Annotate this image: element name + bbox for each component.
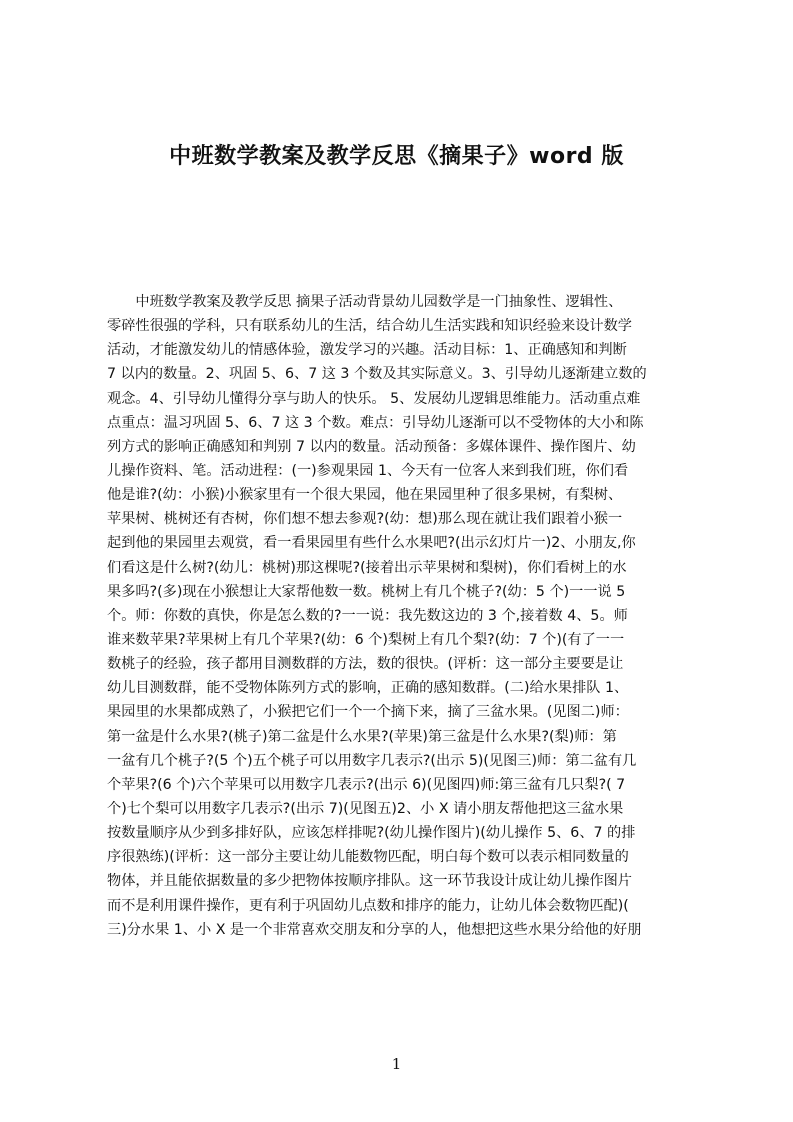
body-line: 他是谁?(幼：小猴)小猴家里有一个很大果园，他在果园里种了很多果树，有梨树、	[107, 487, 623, 504]
body-line: 儿操作资料、笔。活动进程：(一)参观果园 1、今天有一位客人来到我们班，你们看	[107, 462, 629, 479]
body-line: 而不是利用课件操作，更有利于巩固幼儿点数和排序的能力，让幼儿体会数物匹配)(	[107, 897, 629, 914]
body-line: 个)七个梨可以用数字几表示?(出示 7)(见图五)2、小 X 请小朋友帮他把这三盆水果	[107, 800, 624, 817]
body-line: 三)分水果 1、小 X 是一个非常喜欢交朋友和分享的人，他想把这些水果分给他的好朋	[107, 921, 642, 938]
body-line: 点重点：温习巩固 5、6、7 这 3 个数。难点：引导幼儿逐渐可以不受物体的大小和陈	[107, 414, 644, 431]
document-body	[107, 290, 698, 1020]
body-line: 第一盆是什么水果?(桃子)第二盆是什么水果?(苹果)第三盆是什么水果?(梨)师：第	[107, 728, 617, 745]
body-line: 数桃子的经验，孩子都用目测数群的方法，数的很快。(评析：这一部分主要要是让	[107, 656, 624, 673]
body-line: 列方式的影响正确感知和判别 7 以内的数量。活动预备：多媒体课件、操作图片、幼	[107, 438, 636, 455]
body-line: 零碎性很强的学科，只有联系幼儿的生活，结合幼儿生活实践和知识经验来设计数学	[107, 318, 632, 335]
body-line: 一盆有几个桃子?(5 个)五个桃子可以用数字几表示?(出示 5)(见图三)师：第二盆有几	[107, 752, 637, 769]
body-line: 序很熟练)(评析：这一部分主要让幼儿能数物匹配，明白每个数可以表示相同数量的	[107, 849, 629, 866]
body-line: 按数量顺序从少到多排好队，应该怎样排呢?(幼儿操作图片)(幼儿操作 5、6、7 的排	[107, 825, 636, 842]
body-line: 活动，才能激发幼儿的情感体验，激发学习的兴趣。活动目标：1、正确感知和判断	[107, 342, 627, 359]
body-line: 果多吗?(多)现在小猴想让大家帮他数一数。桃树上有几个桃子?(幼：5 个)一一说 5	[107, 583, 626, 600]
body-line: 果园里的水果都成熟了，小猴把它们一个一个摘下来，摘了三盆水果。(见图二)师：	[107, 704, 629, 721]
body-line: 幼儿目测数群，能不受物体陈列方式的影响，正确的感知数群。(二)给水果排队 1、	[107, 680, 629, 697]
body-line: 中班数学教案及教学反思 摘果子活动背景幼儿园数学是一门抽象性、逻辑性、	[107, 294, 623, 310]
body-line: 们看这是什么树?(幼儿：桃树)那这棵呢?(接着出示苹果树和梨树)，你们看树上的水	[107, 559, 627, 576]
body-line: 苹果树、桃树还有杏树，你们想不想去参观?(幼：想)那么现在就让我们跟着小猴一	[107, 511, 623, 528]
body-line: 个苹果?(6 个)六个苹果可以用数字几表示?(出示 6)(见图四)师:第三盆有几只梨?( 7	[107, 776, 626, 793]
body-line: 物体，并且能依据数量的多少把物体按顺序排队。这一环节我设计成让幼儿操作图片	[107, 873, 632, 890]
body-line: 观念。4、引导幼儿懂得分享与助人的快乐。 5、发展幼儿逻辑思维能力。活动重点难	[107, 390, 641, 407]
body-line: 7 以内的数量。2、巩固 5、6、7 这 3 个数及其实际意义。3、引导幼儿逐渐建立数的	[107, 366, 647, 383]
document-title: 中班数学教案及教学反思《摘果子》word 版	[169, 144, 624, 169]
body-line: 起到他的果园里去观赏，看一看果园里有些什么水果吧?(出示幻灯片一)2、小朋友,你	[107, 535, 636, 552]
body-line: 个。师：你数的真快，你是怎么数的?一一说：我先数这边的 3 个,接着数 4、5。师	[107, 607, 628, 624]
page-number: 1	[391, 1055, 402, 1073]
body-line: 谁来数苹果?苹果树上有几个苹果?(幼：6 个)梨树上有几个梨?(幼：7 个)(有了一一	[107, 631, 625, 648]
